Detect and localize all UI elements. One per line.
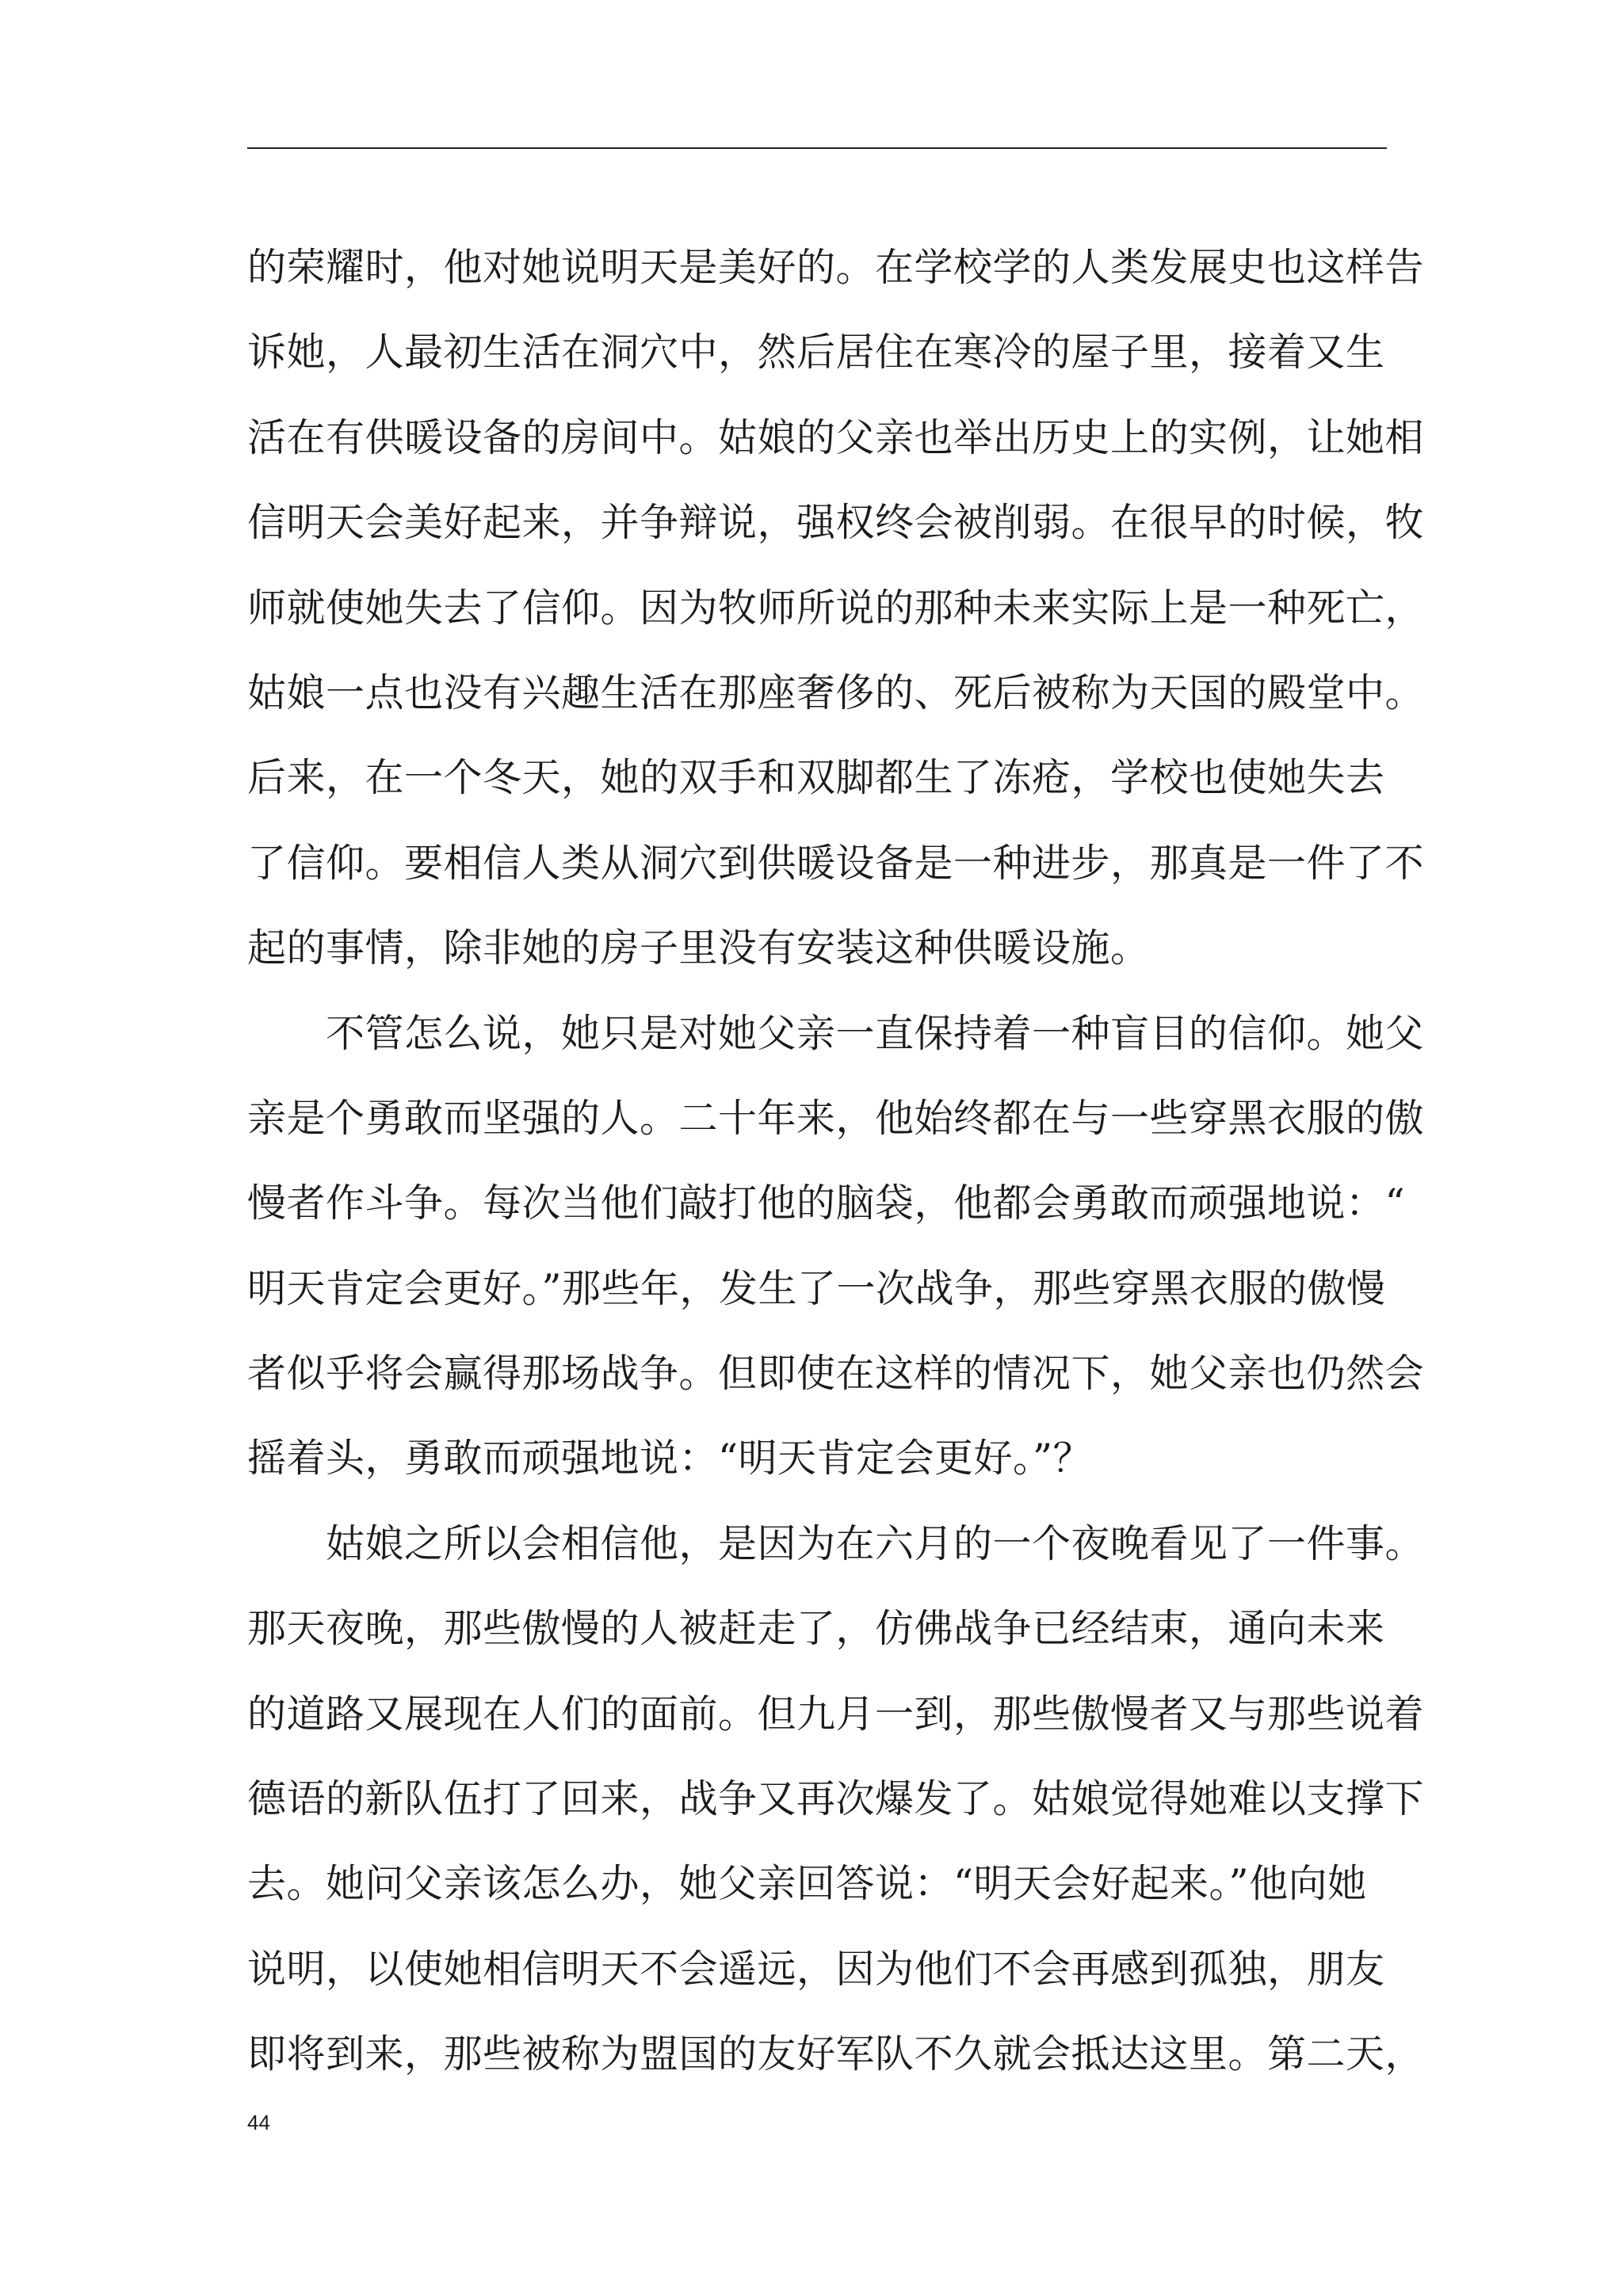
text-line: 活在有供暖设备的房间中。姑娘的父亲也举出历史上的实例，让她相 xyxy=(247,414,1425,460)
text-line: 的荣耀时，他对她说明天是美好的。在学校学的人类发展史也这样告 xyxy=(247,245,1425,290)
text-line: 那天夜晚，那些傲慢的人被赶走了，仿佛战争已经结束，通向未来 xyxy=(247,1606,1385,1652)
text-line: 德语的新队伍打了回来，战争又再次爆发了。姑娘觉得她难以支撑下 xyxy=(247,1776,1425,1822)
text-line: 师就使她失去了信仰。因为牧师所说的那种未来实际上是一种死亡， xyxy=(247,585,1425,631)
text-line: 的道路又展现在人们的面前。但九月一到，那些傲慢者又与那些说着 xyxy=(247,1691,1425,1737)
text-line: 诉她，人最初生活在洞穴中，然后居住在寒冷的屋子里，接着又生 xyxy=(247,330,1385,376)
text-line: 姑娘一点也没有兴趣生活在那座奢侈的、死后被称为天国的殿堂中。 xyxy=(247,669,1425,715)
text-line: 摇着头，勇敢而顽强地说：“明天肯定会更好。”？ xyxy=(247,1436,1093,1482)
text-line: 去。她问父亲该怎么办，她父亲回答说：“明天会好起来。”他向她 xyxy=(247,1861,1367,1907)
text-line: 起的事情，除非她的房子里没有安装这种供暖设施。 xyxy=(247,925,1150,971)
text-line: 慢者作斗争。每次当他们敲打他的脑袋，他都会勇敢而顽强地说：“ xyxy=(247,1180,1406,1226)
text-line: 亲是个勇敢而坚强的人。二十年来，他始终都在与一些穿黑衣服的傲 xyxy=(247,1095,1425,1141)
text-line: 不管怎么说，她只是对她父亲一直保持着一种盲目的信仰。她父 xyxy=(247,1010,1425,1056)
page-number: 44 xyxy=(247,2111,270,2134)
text-line: 后来，在一个冬天，她的双手和双脚都生了冻疮，学校也使她失去 xyxy=(247,755,1385,801)
text-line: 姑娘之所以会相信他，是因为在六月的一个夜晚看见了一件事。 xyxy=(247,1520,1425,1566)
text-line: 说明，以使她相信明天不会遥远，因为他们不会再感到孤独，朋友 xyxy=(247,1946,1385,1992)
text-line: 信明天会美好起来，并争辩说，强权终会被削弱。在很早的时候，牧 xyxy=(247,500,1425,546)
text-line: 了信仰。要相信人类从洞穴到供暖设备是一种进步，那真是一件了不 xyxy=(247,840,1425,886)
text-line: 即将到来，那些被称为盟国的友好军队不久就会抵达这里。第二天， xyxy=(247,2031,1425,2077)
text-line: 明天肯定会更好。”那些年，发生了一次战争，那些穿黑衣服的傲慢 xyxy=(247,1265,1386,1311)
text-line: 者似乎将会赢得那场战争。但即使在这样的情况下，她父亲也仍然会 xyxy=(247,1351,1425,1397)
body-text xyxy=(247,225,1425,2097)
header-rule xyxy=(247,147,1387,149)
